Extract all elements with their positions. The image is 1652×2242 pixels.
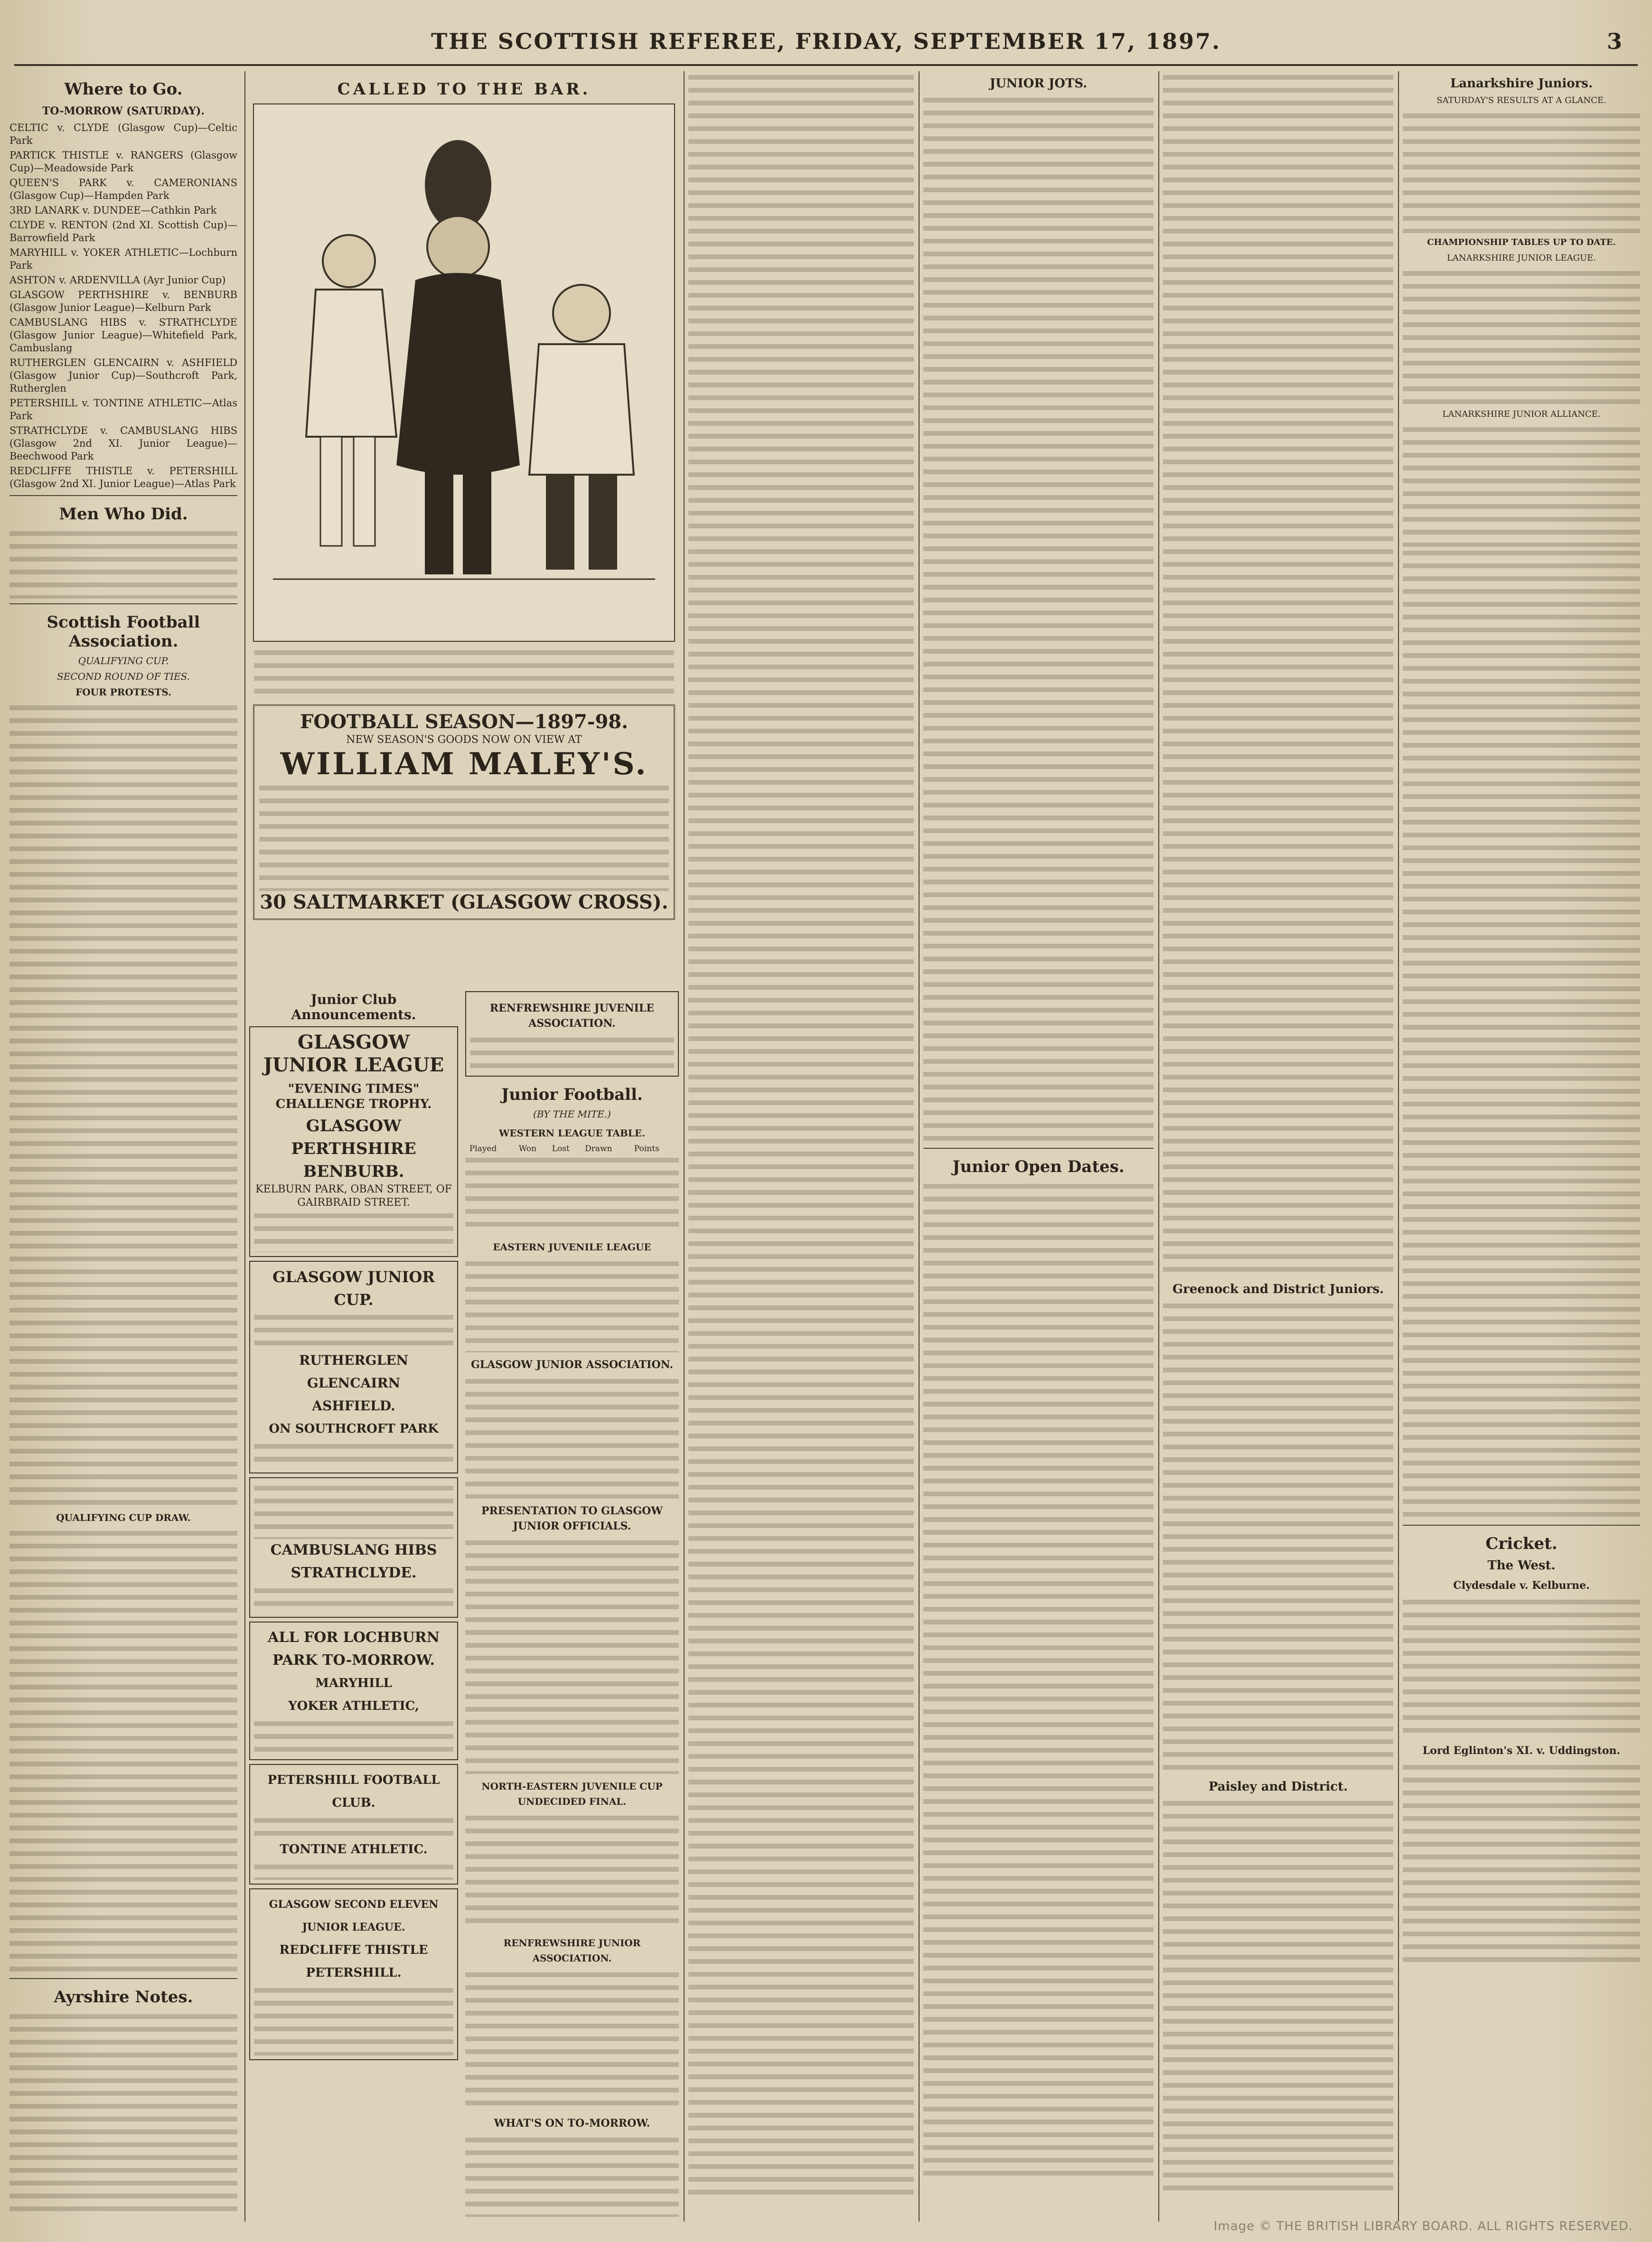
greenock-heading: Greenock and District Juniors. [1172,1282,1384,1296]
alliance-subheading: LANARKSHIRE JUNIOR ALLIANCE. [1442,409,1601,419]
article-text-block [465,1375,679,1499]
advert-text-block [254,1482,453,1539]
article-text-block [1403,1761,1640,1965]
sfa-heading: Scottish Football Association. [47,613,200,651]
fixture-item: ASHTON v. ARDENVILLA (Ayr Junior Cup) [9,274,226,286]
advert-text-block [254,1440,453,1469]
table-rows-block [465,1257,679,1352]
advert-text-block [254,1814,453,1838]
evening-times-trophy: "EVENING TIMES" CHALLENGE TROPHY. [275,1082,432,1111]
western-league-table [465,1144,679,1154]
second-eleven-title: GLASGOW SECOND ELEVEN JUNIOR LEAGUE. [269,1898,439,1933]
maley-address: 30 SALTMARKET (GLASGOW CROSS). [260,891,668,913]
advert-text-block [254,1984,453,2055]
fixture-item: REDCLIFFE THISTLE v. PETERSHILL (Glasgow 2nd XI. Junior League)—Atlas Park [9,465,237,489]
north-eastern-heading: NORTH-EASTERN JUVENILE CUP UNDECIDED FINAL. [481,1781,663,1807]
article-text-block [1403,547,1640,1520]
column-6 [1403,71,1640,2217]
glasgow-junior-league-title: GLASGOW JUNIOR LEAGUE [263,1031,444,1076]
petershill-fc-title: PETERSHILL FOOTBALL CLUB. [267,1773,440,1810]
fixture-item: RUTHERGLEN GLENCAIRN v. ASHFIELD (Glasgow Junior Cup)—Southcroft Park, Rutherglen [9,357,237,394]
fixture-item: QUEEN'S PARK v. CAMERONIANS (Glasgow Cup)—Hampden Park [9,177,237,201]
article-text-block [688,71,914,2198]
redcliffe-title: REDCLIFFE THISTLE [279,1943,428,1957]
advert-text-block [254,1311,453,1349]
section-rule [9,603,237,604]
advert-text-block [254,1717,453,1755]
renfrewshire-junior-heading: RENFREWSHIRE JUNIOR ASSOCIATION. [503,1937,641,1964]
results-block [1403,110,1640,233]
the-west-subheading: The West. [1487,1558,1556,1573]
paisley-heading: Paisley and District. [1208,1780,1348,1794]
section-rule [1403,1525,1640,1526]
cartoon-caption [254,647,674,699]
tomorrow-subheading: TO-MORROW (SATURDAY). [42,105,205,117]
cartoon-illustration [254,104,674,639]
article-text-block [465,1812,679,1931]
ashfield-title: ASHFIELD. [312,1398,395,1414]
article-text-block [465,2134,679,2217]
article-text-block [9,702,237,1509]
by-the-mite-byline: (BY THE MITE.) [533,1108,611,1120]
fixture-item: MARYHILL v. YOKER ATHLETIC—Lochburn Park [9,247,237,271]
lochburn-title: ALL FOR LOCHBURN PARK TO-MORROW. [267,1629,440,1669]
table-rows-block [1403,267,1640,405]
where-to-go-heading: Where to Go. [64,80,183,99]
copyright-watermark: Image © THE BRITISH LIBRARY BOARD. ALL RIGHTS RESERVED. [1213,2219,1633,2233]
fixture-item: STRATHCLYDE v. CAMBUSLANG HIBS (Glasgow 2nd XI. Junior League)—Beechwood Park [9,425,237,462]
petershill-title: PETERSHILL. [306,1966,402,1980]
junior-announcements [249,987,458,2064]
column-2b [465,987,679,2217]
perthshire-title: GLASGOW PERTHSHIRE [291,1116,416,1158]
men-who-did-heading: Men Who Did. [59,505,188,524]
column-3 [688,71,914,2217]
four-protests-subheading: FOUR PROTESTS. [75,686,171,698]
column-rule [684,71,685,2222]
maley-name: WILLIAM MALEY'S. [280,746,648,782]
maley-advert [253,704,675,920]
called-to-the-bar-cartoon [253,103,675,642]
cartoon-heading: CALLED TO THE BAR. [337,80,591,99]
fixture-list [9,122,237,490]
lanarkshire-juniors-heading: Lanarkshire Juniors. [1450,76,1593,91]
column-rule [244,71,245,2222]
eastern-league-table-title: EASTERN JUVENILE LEAGUE [493,1241,651,1253]
section-rule [9,1978,237,1979]
maryhill-title: MARYHILL [315,1676,392,1690]
petershill-advert [249,1764,458,1885]
fixture-item: CELTIC v. CLYDE (Glasgow Cup)—Celtic Park [9,122,237,146]
advert-text-block [254,1585,453,1613]
table-rows-block [465,1154,679,1235]
strathclyde-title: STRATHCLYDE. [291,1565,417,1581]
cambuslang-title: CAMBUSLANG HIBS [270,1542,437,1558]
glencairn-title: RUTHERGLEN GLENCAIRN [299,1352,409,1391]
article-text-block [465,1537,679,1774]
benburb-title: BENBURB. [303,1162,404,1181]
fixture-item: CLYDE v. RENTON (2nd XI. Scottish Cup)—Barrowfield Park [9,219,237,244]
qualifying-draw-subheading: QUALIFYING CUP DRAW. [56,1512,191,1523]
advert-text-block [254,1210,453,1252]
league-subheading: LANARKSHIRE JUNIOR LEAGUE. [1446,253,1596,263]
ayrshire-notes-heading: Ayrshire Notes. [54,1988,193,2007]
junior-cup-advert [249,1261,458,1473]
article-text-block [9,2010,237,2217]
renfrewshire-juvenile-notice [465,991,679,1077]
section-rule [9,495,237,496]
junior-football-heading: Junior Football. [501,1085,643,1104]
article-text-block [9,1527,237,1973]
column-4 [923,71,1154,2217]
column-1 [9,71,237,2217]
fixture-item: PETERSHILL v. TONTINE ATHLETIC—Atlas Park [9,397,237,422]
tontine-title: TONTINE ATHLETIC. [280,1842,428,1857]
qualifying-cup-subheading: QUALIFYING CUP. [78,655,169,666]
advert-text-block [254,1861,453,1880]
column-rule [919,71,920,2222]
second-round-subheading: SECOND ROUND OF TIES. [57,671,190,682]
table-header-row: Played Won Lost Drawn Points [469,1144,659,1154]
second-eleven-advert [249,1888,458,2060]
article-text-block [923,94,1154,1143]
notice-text-block [470,1034,674,1072]
fixture-item: GLASGOW PERTHSHIRE v. BENBURB (Glasgow Junior League)—Kelburn Park [9,289,237,313]
page-number: 3 [1606,28,1624,54]
article-text-block [465,1969,679,2111]
yoker-title: YOKER ATHLETIC, [288,1699,419,1713]
results-subheading: SATURDAY'S RESULTS AT A GLANCE. [1436,95,1606,105]
cricket-heading: Cricket. [1485,1534,1558,1553]
southcroft-venue: ON SOUTHCROFT PARK [269,1422,439,1436]
league-advert [249,1026,458,1257]
masthead [0,28,1652,62]
fixture-item: 3RD LANARK v. DUNDEE—Cathkin Park [9,205,217,216]
junior-cup-title: GLASGOW JUNIOR CUP. [272,1268,435,1309]
cambuslang-advert [249,1477,458,1618]
advert-text-block [259,782,669,891]
masthead-rule [14,64,1638,66]
fixture-item: PARTICK THISTLE v. RANGERS (Glasgow Cup)—Meadowside Park [9,150,237,174]
article-text-block [1163,71,1393,1277]
clydesdale-subheading: Clydesdale v. Kelburne. [1453,1579,1590,1592]
column-5 [1163,71,1393,2217]
junior-association-heading: GLASGOW JUNIOR ASSOCIATION. [470,1359,673,1371]
western-league-table-title: WESTERN LEAGUE TABLE. [498,1127,646,1139]
renfrewshire-juvenile-title: RENFREWSHIRE JUVENILE ASSOCIATION. [489,1002,655,1030]
championship-subheading: CHAMPIONSHIP TABLES UP TO DATE. [1427,237,1616,247]
junior-jots-heading: JUNIOR JOTS. [989,76,1088,91]
article-text-block [1403,1596,1640,1738]
section-rule [923,1148,1154,1149]
junior-announcements-heading: Junior Club Announcements. [291,992,416,1023]
whats-on-heading: WHAT'S ON TO-MORROW. [494,2117,650,2129]
fixture-item: CAMBUSLANG HIBS v. STRATHCLYDE (Glasgow Junior League)—Whitefield Park, Cambuslang [9,317,237,354]
column-rule [1158,71,1159,2222]
column-rule [1398,71,1399,2222]
maley-season: FOOTBALL SEASON—1897-98. [300,711,629,733]
article-text-block [1163,1797,1393,2196]
presentation-heading: PRESENTATION TO GLASGOW JUNIOR OFFICIALS. [481,1505,663,1532]
table-rows-block [1403,423,1640,547]
maley-new-goods: NEW SEASON'S GOODS NOW ON VIEW AT [346,734,582,746]
masthead-title: THE SCOTTISH REFEREE, FRIDAY, SEPTEMBER 17, 1897. [431,28,1221,54]
article-text-block [1163,1300,1393,1774]
kelburn-venue: KELBURN PARK, OBAN STREET, OF GAIRBRAID STREET. [255,1183,452,1209]
article-text-block [9,527,237,599]
lochburn-advert [249,1622,458,1760]
open-dates-listing [923,1180,1154,2177]
uddingston-subheading: Lord Eglinton's XI. v. Uddingston. [1422,1745,1621,1757]
junior-open-dates-heading: Junior Open Dates. [952,1157,1125,1176]
column-2 [249,71,679,2217]
